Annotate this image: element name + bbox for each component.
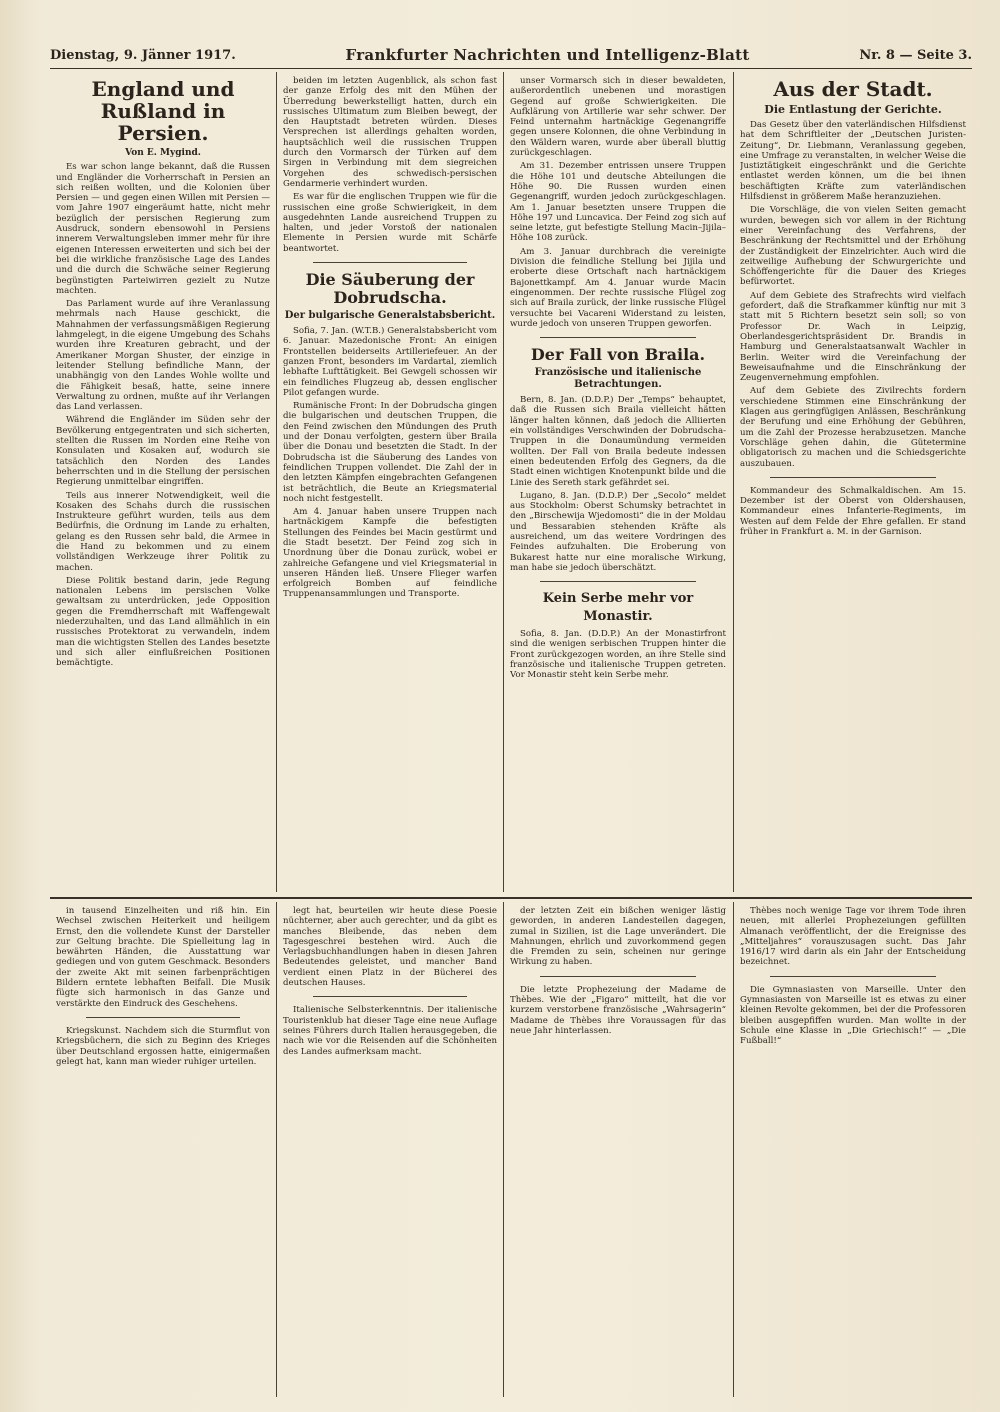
- article-paragraph: Kriegskunst. Nachdem sich die Sturmflut von Kriegsbüchern, die sich zu Beginn des Krieges über Deutschland ergossen hatte, einigermaßen gelegt hat, kann man wieder ruhiger urteilen.: [56, 1025, 270, 1067]
- article-paragraph: Am 31. Dezember entrissen unsere Truppen die Höhe 101 und deutsche Abteilungen die Höhe 90. Die Russen wurden einen Gegenangriff, wurden jedoch zurückgeschlagen. Am 1. Januar besetzten unsere Truppen die Höhe 197 und Luncavica. Der Feind zog sich auf seine letzte, gut befestigte Stellung Macin–Jijila–Höhe 108 zurück.: [510, 161, 726, 244]
- article-paragraph: Es war schon lange bekannt, daß die Russen und Engländer die Vorherrschaft in Persien an sich reißen wollten, und die Kolonien über Persien — und gegen einen Willen mit Persien — vom Jahre 1907 eingeräumt hatte, nicht mehr bezüglich der persischen Regierung zum Ausdruck, sondern ebensowohl in Persiens innerem Verwaltungsleben immer mehr für ihre eigenen Interessen erweiterten und sich bei der bei die wirkliche französische Lage des Landes und die durch die Schwäche seiner Regierung begünstigten Parteiwirren gezielt zu Nutze machten.: [56, 162, 270, 296]
- page-header: [50, 42, 972, 69]
- article-paragraph: Lugano, 8. Jan. (D.D.P.) Der „Secolo“ meldet aus Stockholm: Oberst Schumsky betrachtet in den „Birschewija Wjedomosti“ die in der Moldau und Bessarabien stehenden Kräfte als ausreichend, um das weitere Vordringen des Feindes aufzuhalten. Die Eroberung von Bukarest hatte nur eine moralische Wirkung, man habe sie jedoch überschätzt.: [510, 490, 726, 573]
- page-number: Nr. 8 — Seite 3.: [859, 47, 972, 63]
- article-byline: Von E. Mygind.: [125, 148, 201, 158]
- article-separator: [86, 1017, 240, 1018]
- article-paragraph: Die letzte Prophezeiung der Madame de Thèbes. Wie der „Figaro“ mitteilt, hat die vor kurzem verstorbene französische „Wahrsagerin“ Madame de Thèbes ihre Voraussagen für das neue Jahr hinterlassen.: [510, 984, 726, 1036]
- article-paragraph: Sofia, 8. Jan. (D.D.P.) An der Monastirfront sind die wenigen serbischen Truppen hinter die Front zurückgezogen worden, an ihre Stelle sind französische und italienische Truppen getreten. Vor Monastir steht kein Serbe mehr.: [510, 629, 726, 681]
- column-rule: [733, 902, 734, 1397]
- article-paragraph: Diese Politik bestand darin, jede Regung nationalen Lebens im persischen Volke gewaltsam zu unterdrücken, jede Opposition gegen die Fremdherrschaft mit Waffengewalt niederzuhalten, und das Land allmählich in ein russisches Protektorat zu verwandeln, indem man die wichtigsten Stellen des Landes besetzte und sich aller einflußreichen Positionen bemächtigte.: [56, 575, 270, 669]
- column-rule: [733, 72, 734, 892]
- article-paragraph: legt hat, beurteilen wir heute diese Poesie nüchterner, aber auch gerechter, und da gibt es manches Bleibende, das neben dem Tagesgeschrei bestehen wird. Auch die Verlagsbuchhandlungen haben in diesen Jahren Bedeutendes geleistet, und mancher Band verdient einen Platz in der Bücherei des deutschen Hauses.: [283, 906, 497, 989]
- article-title-braila: Der Fall von Braila.: [530, 345, 706, 365]
- article-separator: [313, 996, 467, 997]
- article-paragraph: Am 4. Januar haben unsere Truppen nach hartnäckigem Kampfe die befestigten Stellungen des Feindes bei Macin gestürmt und die Stadt besetzt. Der Feind zog sich in Unordnung über die Donau zurück, wobei er zahlreiche Gefangene und viel Kriegsmaterial in unseren Händen ließ. Unsere Flieger warfen erfolgreich Bomben auf feindliche Truppenansammlungen und Transporte.: [283, 507, 497, 600]
- article-paragraph: Am 3. Januar durchbrach die vereinigte Division die feindliche Stellung bei Jijila und eroberte diese Ortschaft nach hartnäckigem Bajonettkampf. Am 4. Januar wurde Macin eingenommen. Der rechte russische Flügel zog sich auf Braila zurück, der linke russische Flügel versuchte bei Vacareni Widerstand zu leisten, wurde jedoch von unseren Truppen geworfen.: [510, 246, 726, 329]
- column-3: [510, 76, 726, 894]
- article-paragraph: Rumänische Front: In der Dobrudscha gingen die bulgarischen und deutschen Truppen, die den Feind zwischen den Mündungen des Pruth und der Donau verfolgten, gestern über Braila über die Donau und besetzten die Stadt. In der Dobrudscha ist die Säuberung des Landes von feindlichen Truppen vollendet. Die Zahl der in den letzten Kämpfen eingebrachten Gefangenen ist beträchtlich, die Beute an Kriegsmaterial noch nicht festgestellt.: [283, 401, 497, 504]
- column-rule: [503, 902, 504, 1397]
- article-separator: [540, 976, 696, 977]
- article-paragraph: Sofia, 7. Jan. (W.T.B.) Generalstabsbericht vom 6. Januar. Mazedonische Front: An einigen Frontstellen beiderseits Artilleriefeuer. An der ganzen Front, besonders im Vardartal, ziemlich lebhafte Lufttätigkeit. Bei Gewgeli schossen wir ein feindliches Flugzeug ab, dessen englischer Pilot gefangen wurde.: [283, 326, 497, 398]
- article-subtitle: Der bulgarische Generalstabsbericht.: [284, 310, 496, 322]
- article-paragraph: Es war für die englischen Truppen wie für die russischen eine große Schwierigkeit, in dem ausgedehnten Lande ausreichend Truppen zu halten, und jeder Vorstoß der nationalen Elemente in Persien wurde mit Schärfe beantwortet.: [283, 192, 497, 254]
- article-subtitle: Die Entlastung der Gerichte.: [764, 103, 942, 116]
- article-paragraph: beiden im letzten Augenblick, als schon fast der ganze Erfolg des mit den Mühen der Überredung bewerkstelligt hatten, durch ein russisches Ultimatum zum Bleiben bewegt, der den Hauptstadt betreten würden. Dieses Versprechen ist allerdings gehalten worden, hauptsächlich weil die russischen Truppen durch den Vormarsch der Türken auf dem Sirgen in Verbindung mit dem siegreichen Vorgehen des schwedisch-persischen Gendarmerie verhindert wurden.: [283, 76, 497, 189]
- article-paragraph: Das Parlament wurde auf ihre Veranlassung mehrmals nach Hause geschickt, die Mahnahmen der verfassungsmäßigen Regierung lahmgelegt, in die eigene Umgebung des Schahs wurden ihre Kreaturen gebracht, und der Amerikaner Morgan Shuster, der einzige in leitender Stellung befindliche Mann, der unabhängig von den Landes Wohle wollte und die Fähigkeit besaß, hatte, seine innere Verwaltung zu ordnen, mußte auf ihr Verlangen das Land verlassen.: [56, 299, 270, 413]
- article-paragraph: Die Gymnasiasten von Marseille. Unter den Gymnasiasten von Marseille ist es etwas zu einer kleinen Revolte gekommen, bei der die Professoren bleiben ausgepfiffen wurden. Man wollte in der Schule eine Klasse in „Die Griechisch!“ — „Die Fußball!“: [740, 984, 966, 1047]
- bottom-column-4: [740, 906, 966, 1396]
- article-paragraph: Thèbes noch wenige Tage vor ihrem Tode ihren neuen, mit allerlei Prophezeiungen gefüllten Almanach veröffentlicht, der die Ereignisse des „Mitteljahres“ vorauszusagen sucht. Das Jahr 1916/17 wird darin als ein Jahr der Entscheidung bezeichnet.: [740, 906, 966, 968]
- article-title-dobrudscha: Die Säuberung der Dobrudscha.: [305, 270, 475, 308]
- section-title-aus-der-stadt: Aus der Stadt.: [773, 77, 933, 101]
- article-title-england-russland: England und Rußland in Persien.: [91, 77, 235, 145]
- article-paragraph: Italienische Selbsterkenntnis. Der italienische Touristenklub hat dieser Tage eine neue Auflage seines Führers durch Italien herausgegeben, die nach wie vor die Reisenden auf die Schönheiten des Landes aufmerksam macht.: [283, 1005, 497, 1057]
- article-paragraph: Die Vorschläge, die von vielen Seiten gemacht wurden, bewegen sich vor allem in der Richtung einer Vereinfachung des Verfahrens, der Beschränkung der Rechtsmittel und der Erhöhung der Zuständigkeit der Einzelrichter. Auch wird die zeitweilige Aufhebung der Schwurgerichte und Schöffengerichte für die Dauer des Krieges befürwortet.: [740, 205, 966, 288]
- article-paragraph: der letzten Zeit ein bißchen weniger lästig geworden, in anderen Landesteilen dagegen, zumal in Sizilien, ist die Lage unverändert. Die Mahnungen, ehrlich und zuvorkommend gegen die Fremden zu sein, scheinen nur geringe Wirkung zu haben.: [510, 906, 726, 968]
- article-paragraph: Das Gesetz über den vaterländischen Hilfsdienst hat dem Schriftleiter der „Deutschen Juristen-Zeitung“, Dr. Liebmann, Veranlassung gegeben, eine Umfrage zu veranstalten, in welcher Weise die Justiztätigkeit eingeschränkt und die Gerichte entlastet werden können, um die bei ihnen beschäftigten Kräfte zum vaterländischen Hilfsdienst in größerem Maße heranzuziehen.: [740, 120, 966, 203]
- article-paragraph: Teils aus innerer Notwendigkeit, weil die Kosaken des Schahs durch die russischen Instrukteure geführt wurden, teils aus dem Bedürfnis, die Ordnung im Lande zu erhalten, gelang es den Russen sehr bald, die Armee in die Hand zu bekommen und zu einem vollständigen Werkzeuge ihrer Politik zu machen.: [56, 490, 270, 573]
- article-paragraph: Kommandeur des Schmalkaldischen. Am 15. Dezember ist der Oberst von Oldershausen, Kommandeur eines Infanterie-Regiments, im Westen auf dem Felde der Ehre gefallen. Er stand früher in Frankfurt a. M. in der Garnison.: [740, 485, 966, 537]
- article-paragraph: in tausend Einzelheiten und riß hin. Ein Wechsel zwischen Heiterkeit und heiligem Ernst, den die vollendete Kunst der Darsteller zur Geltung brachte. Die Spielleitung lag in bewährten Händen, die Ausstattung war gediegen und von gutem Geschmack. Besonders der zweite Akt mit seinen farbenprächtigen Bildern erntete lebhaften Beifall. Die Musik fügte sich harmonisch in das Ganze und verstärkte den Eindruck des Geschehens.: [56, 906, 270, 1009]
- article-paragraph: Auf dem Gebiete des Strafrechts wird vielfach gefordert, daß die Strafkammer künftig nur mit 3 statt mit 5 Richtern besetzt sein soll; so von Professor Dr. Wach in Leipzig, Oberlandesgerichtspräsident Dr. Brandis in Hamburg und Generalstaatsanwalt Wachler in Berlin. Weiter wird die Vereinfachung der Beweisaufnahme und die Einschränkung der Zeugenvernehmung empfohlen.: [740, 290, 966, 384]
- column-4: [740, 76, 966, 894]
- column-rule: [276, 72, 277, 892]
- masthead: Frankfurter Nachrichten und Intelligenz-Blatt: [345, 46, 750, 64]
- column-rule: [276, 902, 277, 1397]
- bottom-column-3: [510, 906, 726, 1396]
- article-subtitle: Französische und italienische Betrachtungen.: [534, 367, 702, 391]
- column-rule: [503, 72, 504, 892]
- article-separator: [313, 262, 467, 263]
- article-paragraph: Auf dem Gebiete des Zivilrechts fordern verschiedene Stimmen eine Einschränkung der Klagen aus geringfügigen Anlässen, Beschränkung der Berufung und eine Erhöhung der Gebühren, um die Zahl der Prozesse herabzusetzen. Manche Vorschläge gehen dahin, die Gütetermine obligatorisch zu machen und die Schiedsgerichte auszubauen.: [740, 386, 966, 469]
- column-1: [56, 76, 270, 894]
- header-date: Dienstag, 9. Jänner 1917.: [50, 47, 236, 63]
- article-separator: [770, 976, 936, 977]
- article-title-monastir: Kein Serbe mehr vor Monastir.: [542, 591, 694, 625]
- article-separator: [540, 337, 696, 338]
- bottom-column-2: [283, 906, 497, 1396]
- article-separator: [540, 581, 696, 582]
- article-paragraph: Bern, 8. Jan. (D.D.P.) Der „Temps“ behauptet, daß die Russen sich Braila vielleicht hätten länger halten können, daß jedoch die Alliierten ein vollständiges Verschwinden der Dobrudscha-Truppen in die Donaumündung vermeiden wollten. Der Fall von Braila bedeute indessen einen bedeutenden Erfolg des Gegners, da die Stadt einen wichtigen Knotenpunkt bilde und die Linie des Sereth stark gefährdet sei.: [510, 395, 726, 488]
- article-separator: [770, 477, 936, 478]
- column-2: [283, 76, 497, 894]
- section-divider: [50, 897, 972, 899]
- article-paragraph: Während die Engländer im Süden sehr der Bevölkerung entgegentraten und sich sicherten, stellten die Russen im Norden eine Reihe von Konsulaten und Kosaken auf, wodurch sie tatsächlich den Norden des Landes beherrschten und in die Stellung der persischen Regierung unmittelbar eingriffen.: [56, 415, 270, 488]
- article-paragraph: unser Vormarsch sich in dieser bewaldeten, außerordentlich unebenen und morastigen Gegend auf große Schwierigkeiten. Die Aufklärung von Artillerie war sehr schwer. Der Feind unternahm hartnäckige Gegenangriffe gegen unsere Kolonnen, die ohne Verbindung in den Wäldern waren, wurde aber überall bluttig zurückgeschlagen.: [510, 76, 726, 159]
- bottom-column-1: [56, 906, 270, 1396]
